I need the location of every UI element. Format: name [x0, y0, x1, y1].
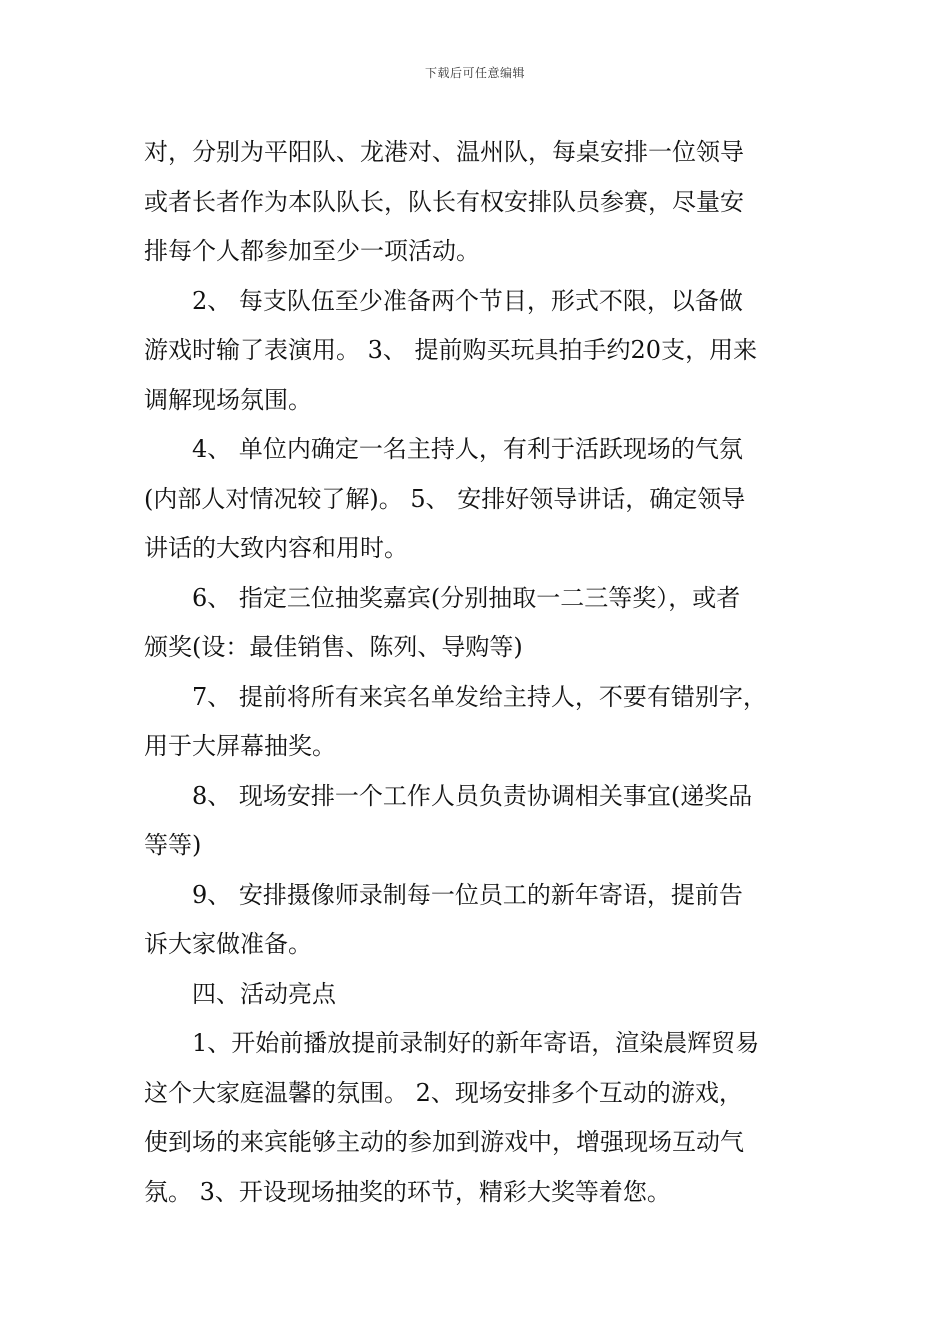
text-line: 颁奖(设：最佳销售、陈列、导购等) — [144, 633, 523, 661]
text-line: 诉大家做准备。 — [144, 930, 312, 958]
text-line: 7、 提前将所有来宾名单发给主持人，不要有错别字， — [192, 682, 767, 711]
paragraph — [144, 871, 808, 970]
paragraph — [144, 673, 808, 772]
text-line: 四、活动亮点 — [192, 979, 336, 1008]
paragraph — [144, 128, 808, 277]
text-line: 排每个人都参加至少一项活动。 — [144, 237, 480, 265]
text-line: 用于大屏幕抽奖。 — [144, 732, 336, 760]
text-line: (内部人对情况较了解)。 5、 安排好领导讲话，确定领导 — [144, 484, 746, 513]
text-line: 对，分别为平阳队、龙港对、温州队，每桌安排一位领导 — [144, 138, 744, 166]
document-body — [144, 128, 808, 1217]
text-line: 游戏时输了表演用。 3、 提前购买玩具拍手约20支，用来 — [144, 336, 758, 364]
page-header: 下载后可任意编辑 — [424, 66, 525, 80]
paragraph — [144, 277, 808, 426]
text-line: 讲话的大致内容和用时。 — [144, 534, 408, 562]
text-line: 氛。 3、开设现场抽奖的环节，精彩大奖等着您。 — [144, 1177, 671, 1206]
paragraph — [144, 772, 808, 871]
text-line: 4、 单位内确定一名主持人，有利于活跃现场的气氛 — [192, 435, 743, 463]
paragraph — [144, 425, 808, 574]
section-heading — [144, 970, 808, 1020]
paragraph — [144, 1019, 808, 1217]
text-line: 使到场的来宾能够主动的参加到游戏中，增强现场互动气 — [144, 1128, 744, 1156]
text-line: 9、 安排摄像师录制每一位员工的新年寄语，提前告 — [192, 880, 743, 909]
text-line: 或者长者作为本队队长，队长有权安排队员参赛，尽量安 — [144, 187, 744, 216]
text-line: 这个大家庭温馨的氛围。 2、现场安排多个互动的游戏， — [144, 1078, 743, 1107]
text-line: 2、 每支队伍至少准备两个节目，形式不限，以备做 — [192, 286, 743, 315]
text-line: 等等) — [144, 831, 202, 859]
text-line: 1、开始前播放提前录制好的新年寄语，渲染晨辉贸易 — [192, 1029, 760, 1057]
paragraph — [144, 574, 808, 673]
text-line: 6、 指定三位抽奖嘉宾(分别抽取一二三等奖），或者 — [192, 583, 741, 612]
text-line: 8、 现场安排一个工作人员负责协调相关事宜(递奖品 — [192, 781, 753, 810]
text-line: 调解现场氛围。 — [144, 385, 312, 414]
